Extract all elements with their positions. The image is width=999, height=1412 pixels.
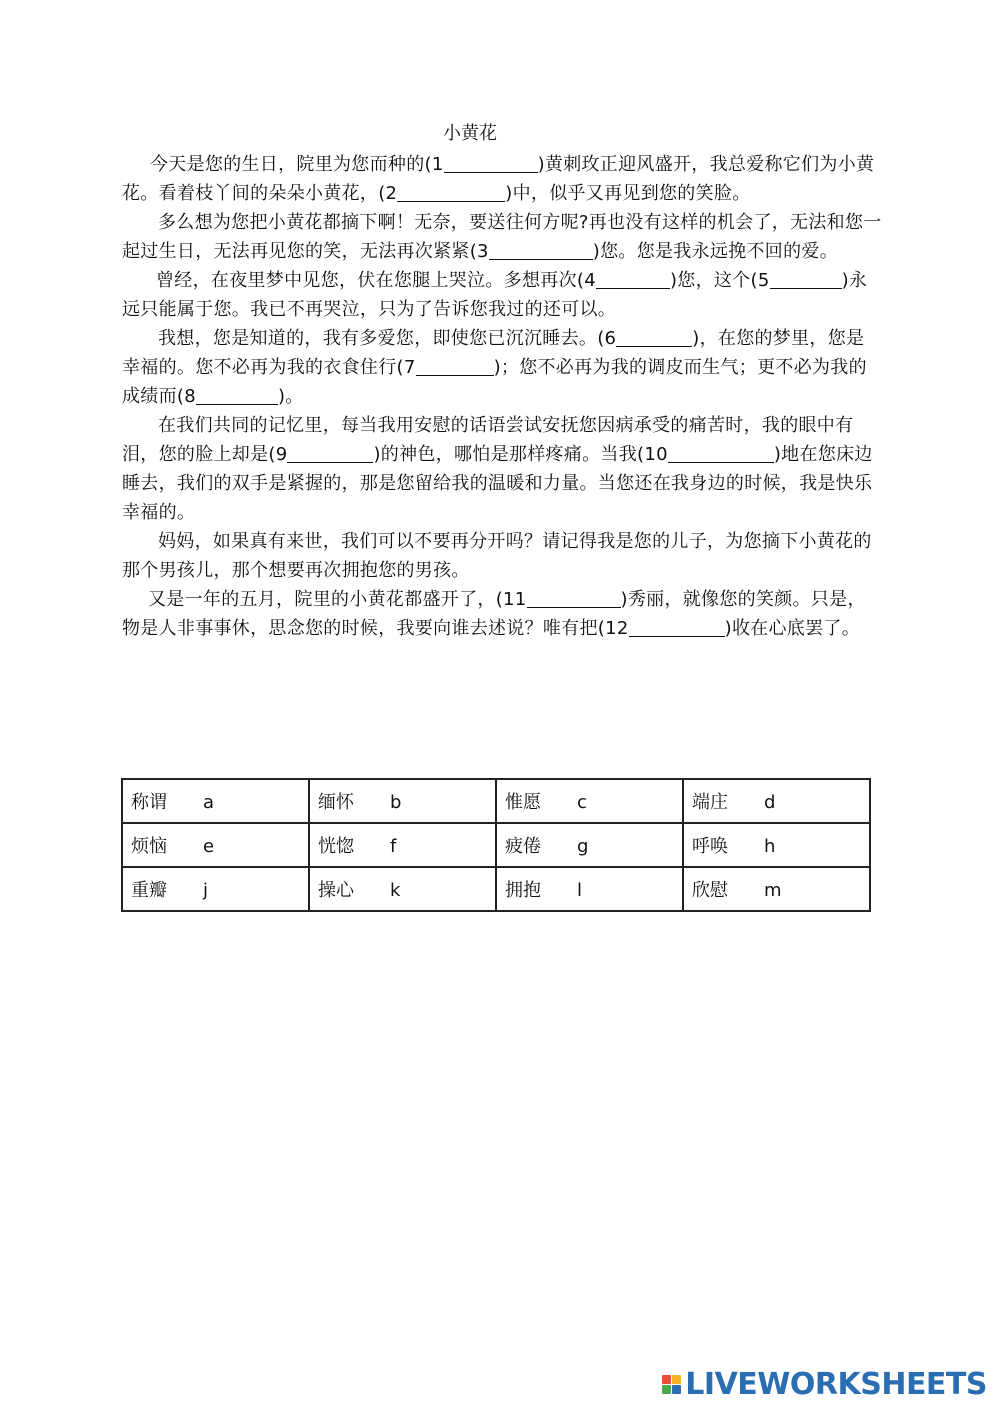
option-cell: 呼唤 h — [683, 823, 870, 867]
worksheet-title: 小黄花 — [443, 123, 497, 144]
blank-1[interactable] — [444, 154, 538, 173]
blank-2[interactable] — [397, 183, 505, 202]
option-cell: 缅怀 b — [309, 779, 496, 823]
paragraph-7: 又是一年的五月，院里的小黄花都盛开了，(11 )秀丽，就像您的笑颜。只是，物是人非事事休，思念您的时候，我要向谁去述说？唯有把(12 )收在心底罢了。 — [122, 589, 866, 639]
paragraph-6: 妈妈，如果真有来世，我们可以不要再分开吗？请记得我是您的儿子，为您摘下小黄花的那个男孩儿，那个想要再次拥抱您的男孩。 — [122, 531, 872, 581]
option-cell: 恍惚 f — [309, 823, 496, 867]
passage — [122, 150, 882, 643]
blank-10[interactable] — [668, 444, 774, 463]
paragraph-2: 多么想为您把小黄花都摘下啊！无奈，要送往何方呢?再也没有这样的机会了，无法和您一起过生日，无法再见您的笑，无法再次紧紧(3 )您。您是我永远挽不回的爱。 — [122, 212, 882, 262]
blank-7[interactable] — [416, 357, 494, 376]
blank-4[interactable] — [596, 270, 670, 289]
blank-8[interactable] — [196, 386, 278, 405]
option-cell: 重瓣 j — [122, 867, 309, 911]
liveworksheets-logo — [662, 1367, 987, 1402]
blank-12[interactable] — [629, 618, 725, 637]
option-cell: 疲倦 g — [496, 823, 683, 867]
blank-5[interactable] — [770, 270, 842, 289]
logo-text: LIVEWORKSHEETS — [685, 1367, 987, 1402]
blank-9[interactable] — [287, 444, 373, 463]
option-cell: 称谓 a — [122, 779, 309, 823]
logo-square — [672, 1385, 681, 1394]
word-options-table — [121, 778, 871, 912]
paragraph-1: 今天是您的生日，院里为您而种的(1 )黄刺玫正迎风盛开，我总爱称它们为小黄花。看着枝丫间的朵朵小黄花，(2 )中，似乎又再见到您的笑脸。 — [122, 154, 875, 204]
blank-3[interactable] — [489, 241, 593, 260]
logo-square — [662, 1375, 671, 1384]
option-cell: 惟愿 c — [496, 779, 683, 823]
logo-icon — [662, 1375, 681, 1394]
option-cell: 欣慰 m — [683, 867, 870, 911]
option-cell: 拥抱 l — [496, 867, 683, 911]
logo-square — [662, 1385, 671, 1394]
option-cell: 烦恼 e — [122, 823, 309, 867]
table-row — [122, 779, 870, 823]
paragraph-4: 我想，您是知道的，我有多爱您，即使您已沉沉睡去。(6 )，在您的梦里，您是幸福的。您不必再为我的衣食住行(7 )；您不必再为我的调皮而生气；更不必为我的成绩而(8 )。 — [122, 328, 867, 407]
table-row — [122, 823, 870, 867]
paragraph-3: 曾经，在夜里梦中见您，伏在您腿上哭泣。多想再次(4 )您，这个(5 )永远只能属于您。我已不再哭泣，只为了告诉您我过的还可以。 — [122, 270, 868, 320]
blank-11[interactable] — [527, 589, 621, 608]
logo-square — [672, 1375, 681, 1384]
blank-6[interactable] — [616, 328, 692, 347]
paragraph-5: 在我们共同的记忆里，每当我用安慰的话语尝试安抚您因病承受的痛苦时，我的眼中有泪，您的脸上却是(9 )的神色，哪怕是那样疼痛。当我(10 )地在您床边睡去，我们的双手是紧握的，那是您留给我的温暖和力量。当您还在我身边的时候，我是快乐幸福的。 — [122, 415, 873, 523]
option-cell: 端庄 d — [683, 779, 870, 823]
table-row — [122, 867, 870, 911]
option-cell: 操心 k — [309, 867, 496, 911]
